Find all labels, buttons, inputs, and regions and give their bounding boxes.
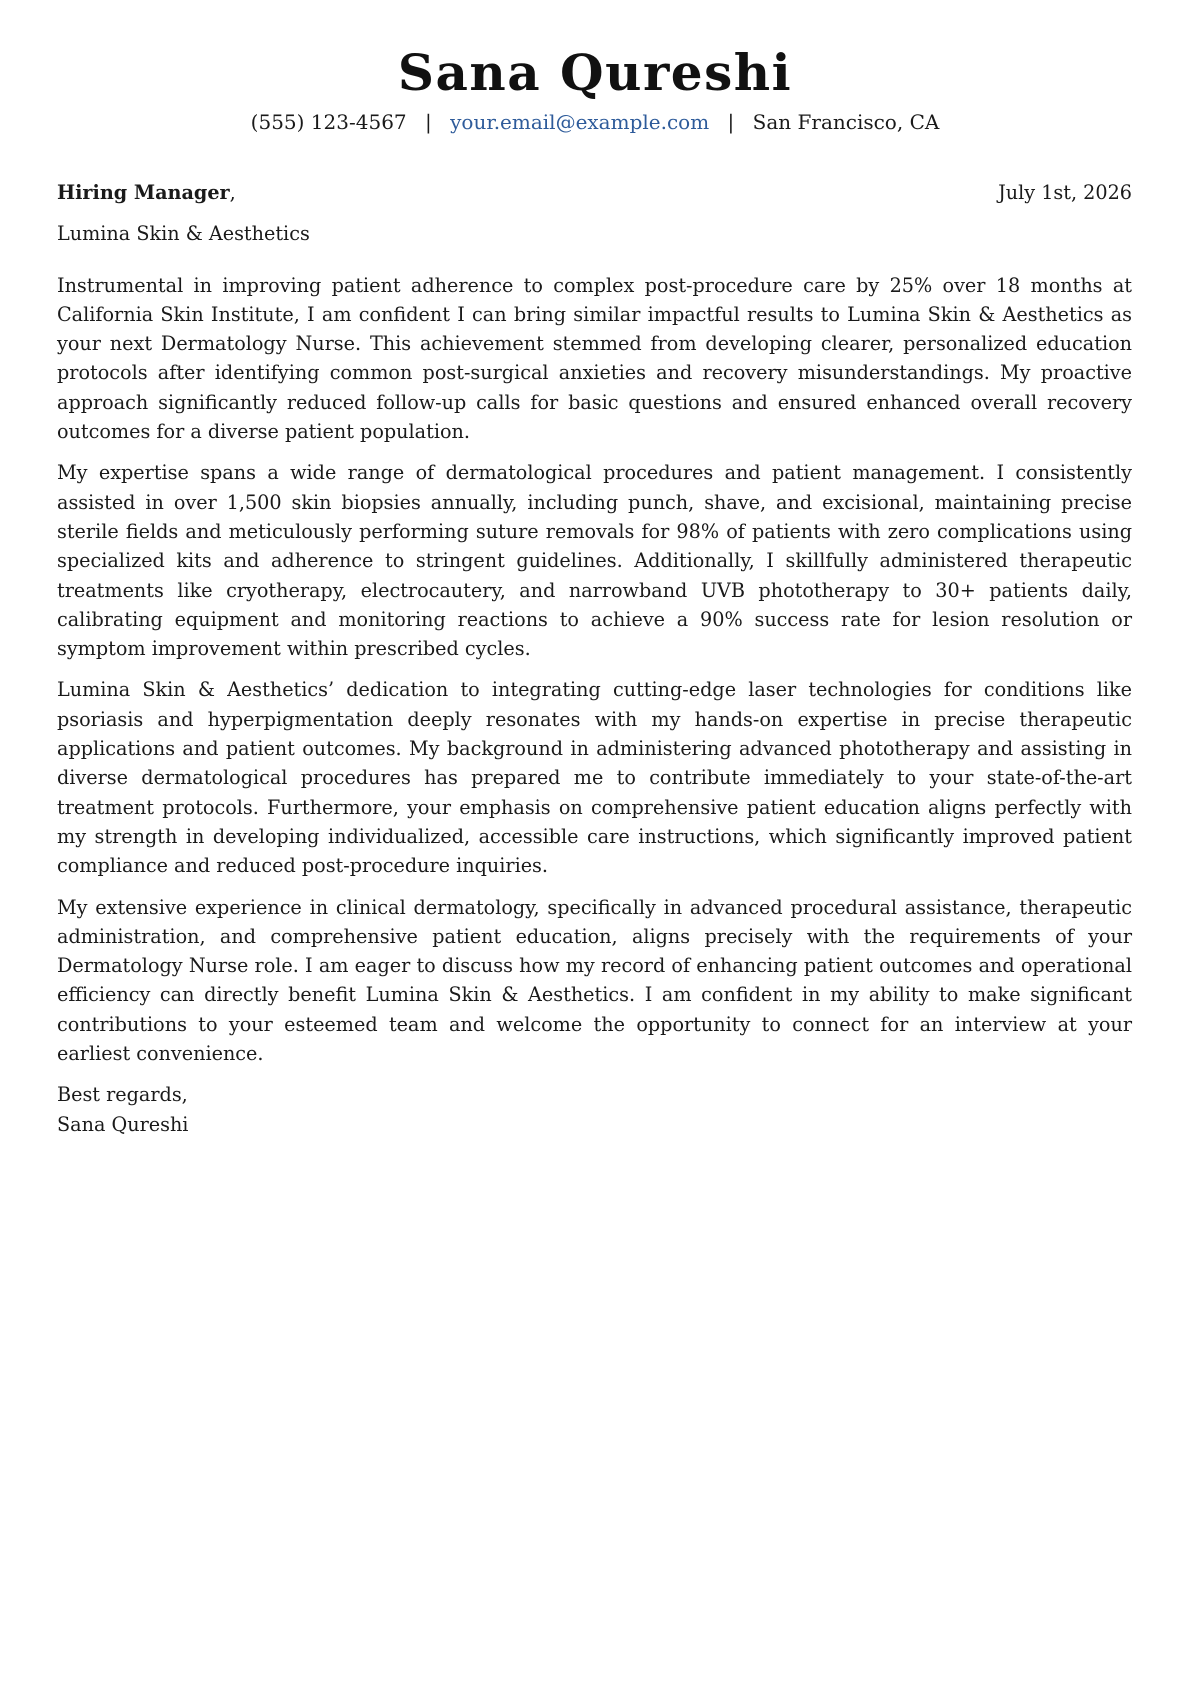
recipient-suffix: , (229, 181, 236, 204)
contact-line (0, 108, 1190, 136)
body-paragraph: Instrumental in improving patient adherence to complex post-procedure care by 25% over 18 months at California Skin Institute, I am confident I can bring similar impactful results to Lumina Skin & Aesthetics as your next Dermatology Nurse. This achievement stemmed from developing clearer, personalized education protocols after identifying common post-surgical anxieties and recovery misunderstandings. My proactive approach significantly reduced follow-up calls for basic questions and ensured enhanced overall recovery outcomes for a diverse patient population. (57, 273, 1132, 444)
recipient-name: Hiring Manager (57, 181, 230, 204)
phone-number: (555) 123-4567 (250, 110, 407, 134)
signature-name: Sana Qureshi (57, 1112, 189, 1136)
letter-body (57, 271, 1132, 1069)
contact-separator: | (727, 110, 735, 134)
letter-content (57, 178, 1132, 1139)
applicant-name: Sana Qureshi (397, 43, 793, 102)
letter-closing (57, 1080, 1132, 1139)
salutation-row (57, 178, 1132, 207)
recipient (57, 178, 236, 207)
contact-separator: | (425, 110, 432, 134)
closing-phrase: Best regards, (57, 1083, 188, 1107)
email-link[interactable]: your.email@example.com (450, 110, 710, 134)
letter-date: July 1st, 2026 (998, 181, 1132, 204)
company-name: Lumina Skin & Aesthetics (57, 222, 310, 246)
body-paragraph: Lumina Skin & Aesthetics’ dedication to integrating cutting-edge laser technologies for conditions like psoriasis and hyperpigmentation deeply resonates with my hands-on expertise in precise therapeutic applications and patient outcomes. My background in administering advanced phototherapy and assisting in diverse dermatological procedures has prepared me to contribute immediately to your state-of-the-art treatment protocols. Furthermore, your emphasis on comprehensive patient education aligns perfectly with my strength in developing individualized, accessible care instructions, which significantly improved patient compliance and reduced post-procedure inquiries. (57, 678, 1132, 878)
body-paragraph: My extensive experience in clinical dermatology, specifically in advanced procedural assistance, therapeutic administration, and comprehensive patient education, aligns precisely with the requirements of your Dermatology Nurse role. I am eager to discuss how my record of enhancing patient outcomes and operational efficiency can directly benefit Lumina Skin & Aesthetics. I am confident in my ability to make significant contributions to your esteemed team and welcome the opportunity to connect for an interview at your earliest convenience. (57, 895, 1132, 1066)
location: San Francisco, CA (752, 110, 940, 134)
letter-header (0, 40, 1190, 136)
body-paragraph: My expertise spans a wide range of dermatological procedures and patient management. I consistently assisted in over 1,500 skin biopsies annually, including punch, shave, and excisional, maintaining precise sterile fields and meticulously performing suture removals for 98% of patients with zero complications using specialized kits and adherence to stringent guidelines. Additionally, I skillfully administered therapeutic treatments like cryotherapy, electrocautery, and narrowband UVB phototherapy to 30+ patients daily, calibrating equipment and monitoring reactions to achieve a 90% success rate for lesion resolution or symptom improvement within prescribed cycles. (57, 461, 1132, 661)
